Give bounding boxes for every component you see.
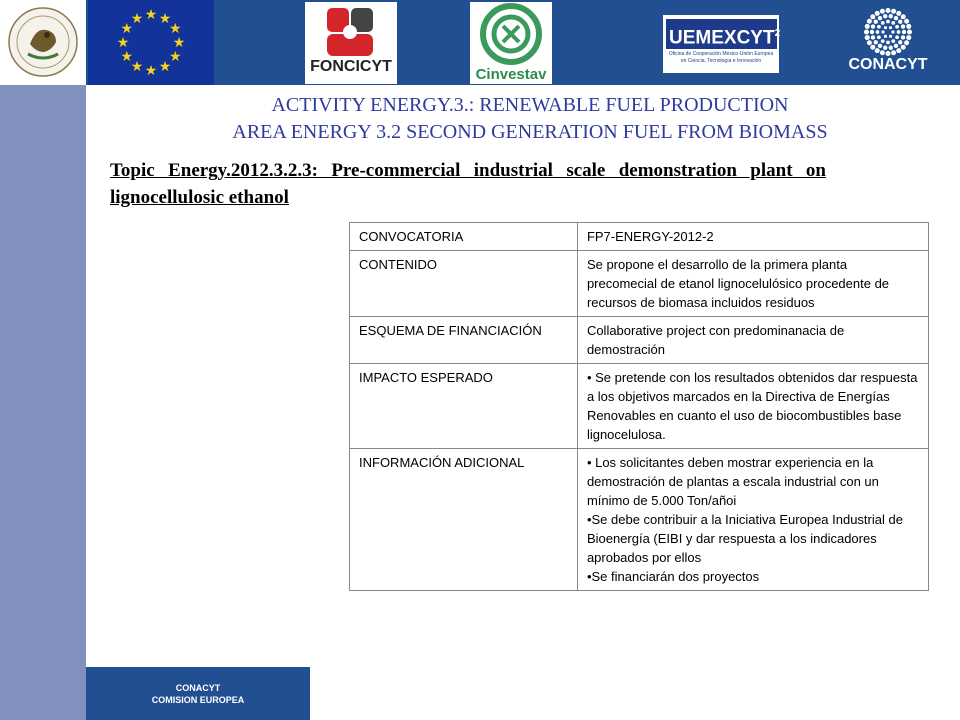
eu-star-icon: ★ (144, 62, 158, 78)
conacyt-dot-icon (874, 20, 878, 24)
conacyt-logo-text: CONACYT (848, 56, 928, 73)
table-value-cell (577, 251, 928, 317)
uemexcyt-logo-subtitle: Oficina de Cooperación México-Unión Europea en Ciencia, Tecnología e Innovación (668, 51, 774, 64)
conacyt-dot-icon (896, 11, 901, 16)
conacyt-dot-icon (889, 46, 893, 50)
conacyt-dot-icon (881, 39, 885, 43)
table-value-cell (577, 223, 928, 251)
eu-star-icon: ★ (158, 9, 172, 26)
eu-flag-logo (88, 0, 214, 85)
conacyt-dot-icon (870, 14, 875, 19)
table-value-cell (577, 317, 928, 364)
conacyt-dot-icon (889, 14, 893, 18)
conacyt-dot-icon (867, 40, 872, 45)
conacyt-dot-icon (896, 48, 901, 53)
eu-star-icon: ★ (120, 20, 134, 36)
conacyt-dot-icon (880, 50, 885, 55)
conacyt-dot-icon (891, 30, 894, 33)
table-key-cell: CONVOCATORIA (350, 223, 578, 251)
page-title-line-1: ACTIVITY ENERGY.3.: RENEWABLE FUEL PRODUCTION (271, 94, 789, 116)
conacyt-dot-icon (901, 45, 906, 50)
eu-star-icon: ★ (168, 20, 182, 36)
table-value-text: •Se debe contribuir a la Iniciativa Europea Industrial de Bioenergía (EIBI y dar respuesta a los indicadores aprobados por ellos (586, 512, 903, 565)
conacyt-dot-icon (875, 11, 880, 16)
conacyt-dot-icon (907, 30, 912, 35)
topic-heading-line-1: Topic Energy.2012.3.2.3: Pre-commercial industrial scale demonstration plant on (110, 160, 826, 181)
table-key-cell: INFORMACIÓN ADICIONAL (350, 449, 578, 591)
conacyt-dot-icon (871, 35, 875, 39)
conacyt-dot-icon (877, 35, 881, 39)
conacyt-dot-icon (886, 8, 891, 13)
eu-star-icon: ★ (130, 9, 144, 26)
conacyt-dot-icon (902, 30, 906, 34)
footer-label (86, 667, 310, 720)
page-title-line-2: AREA ENERGY 3.2 SECOND GENERATION FUEL FROM BIOMASS (232, 121, 828, 143)
conacyt-dot-icon (901, 24, 905, 28)
conacyt-dot-icon (894, 44, 898, 48)
conacyt-dot-icon (883, 46, 887, 50)
uemexcyt-logo-sup: 2 (774, 28, 781, 39)
table-value-cell (577, 449, 928, 591)
table-row (350, 317, 929, 364)
conacyt-dot-icon (870, 45, 875, 50)
conacyt-dot-icon (889, 26, 892, 29)
eu-star-icon: ★ (116, 34, 130, 50)
conacyt-dot-icon (891, 21, 895, 25)
conacyt-dot-icon (880, 9, 885, 14)
mexico-seal-logo (0, 0, 86, 85)
conacyt-dot-icon (876, 30, 880, 34)
conacyt-dot-icon (886, 41, 890, 45)
eu-star-icon: ★ (130, 58, 144, 75)
conacyt-dot-icon (901, 14, 906, 19)
conacyt-dot-icon (875, 48, 880, 53)
conacyt-dot-icon (894, 16, 898, 20)
conacyt-dot-icon (881, 30, 884, 33)
conacyt-dot-icon (901, 35, 905, 39)
conacyt-dot-icon (878, 16, 882, 20)
conacyt-dot-icon (865, 24, 870, 29)
table-value-cell (577, 364, 928, 449)
footer-line-1: CONACYT (175, 683, 221, 693)
topic-heading-line-2: lignocellulosic ethanol (110, 187, 289, 208)
eu-star-icon: ★ (120, 48, 134, 64)
table-row (350, 223, 929, 251)
conacyt-dot-icon (884, 35, 887, 38)
conacyt-dot-icon (904, 40, 909, 45)
foncicyt-logo-text: FONCICYT (310, 58, 392, 75)
left-sidebar (0, 85, 86, 720)
conacyt-dot-icon (898, 40, 902, 44)
uemexcyt-logo (663, 15, 779, 73)
conacyt-dot-icon (889, 35, 892, 38)
table-value-text: • Se pretende con los resultados obtenidos dar respuesta a los objetivos marcados en la Directiva de Energías Renovables en cuanto el uso de biocombustibles base lignocelulosa. (586, 370, 918, 442)
conacyt-dot-icon (904, 19, 909, 24)
conacyt-dot-icon (891, 39, 895, 43)
table-row (350, 364, 929, 449)
footer-line-2: COMISION EUROPEA (151, 695, 245, 705)
conacyt-dot-icon (874, 40, 878, 44)
table-key-cell: CONTENIDO (350, 251, 578, 317)
conacyt-dot-icon (881, 21, 885, 25)
conacyt-dot-icon (898, 20, 902, 24)
uemexcyt-logo-text: UEMEXCYT (669, 27, 775, 49)
cinvestav-logo (470, 2, 552, 84)
conacyt-dot-icon (884, 26, 887, 29)
conacyt-dot-icon (897, 30, 901, 34)
eu-star-icon: ★ (172, 34, 186, 50)
table-value-text: • Los solicitantes deben mostrar experiencia en la demostración de plantas a escala industrial con un mínimo de 5.000 Ton/añoi (586, 455, 879, 508)
conacyt-dot-icon (883, 14, 887, 18)
table-row (350, 449, 929, 591)
conacyt-dot-icon (865, 35, 870, 40)
cinvestav-logo-text: Cinvestav (475, 66, 547, 83)
conacyt-dot-icon (895, 35, 899, 39)
table-value-text: Se propone el desarrollo de la primera planta precomecial de etanol lignocelulósico procedente de recursos de biomasa incluidos residuos (586, 257, 890, 310)
conacyt-dot-icon (906, 35, 911, 40)
conacyt-dot-icon (870, 30, 874, 34)
table-row (350, 251, 929, 317)
table-value-text: FP7-ENERGY-2012-2 (586, 229, 714, 244)
conacyt-dot-icon (867, 19, 872, 24)
info-table (349, 222, 929, 591)
topic-heading (110, 157, 826, 211)
conacyt-dot-icon (891, 50, 896, 55)
foncicyt-logo (305, 2, 397, 84)
table-key-cell: IMPACTO ESPERADO (350, 364, 578, 449)
conacyt-dot-icon (895, 25, 899, 29)
conacyt-dot-icon (877, 25, 881, 29)
eu-star-icon: ★ (158, 58, 172, 75)
conacyt-dot-icon (906, 24, 911, 29)
table-value-text: Collaborative project con predominanacia de demostración (586, 323, 845, 357)
conacyt-dot-icon (891, 9, 896, 14)
table-value-text: •Se financiarán dos proyectos (586, 569, 760, 584)
conacyt-dot-icon (886, 20, 890, 24)
conacyt-logo (838, 10, 938, 80)
conacyt-dot-icon (878, 44, 882, 48)
eu-star-icon: ★ (144, 6, 158, 22)
conacyt-dot-icon (871, 24, 875, 28)
conacyt-dot-icon (864, 30, 869, 35)
table-key-cell: ESQUEMA DE FINANCIACIÓN (350, 317, 578, 364)
eu-star-icon: ★ (168, 48, 182, 64)
